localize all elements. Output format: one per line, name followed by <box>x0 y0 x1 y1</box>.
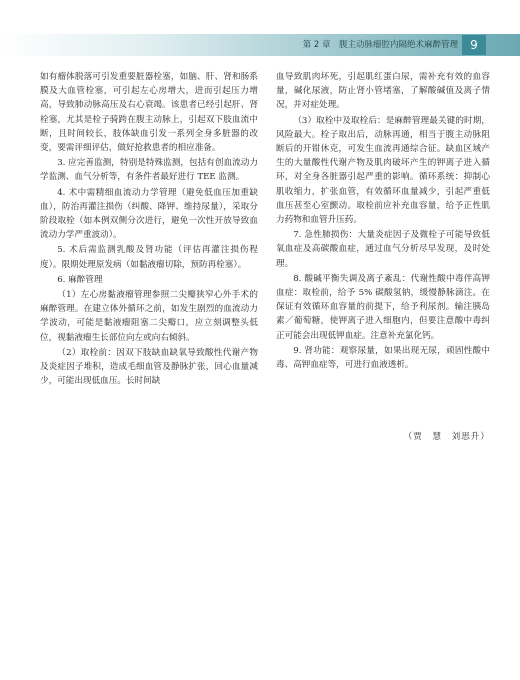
left-text-column <box>40 70 258 389</box>
paragraph: 8. 酸碱平衡失调及离子紊乱：代谢性酸中毒伴高钾血症：取栓前，给予 5% 碳酸氢钠，缓慢静脉滴注。在保证有效循环血容量的前提下，给予利尿剂。输注胰岛素／葡萄糖，使钾离子进入细胞内，但要注意酸中毒纠正可能会出现低钾血症。注意补充氯化钙。 <box>276 273 490 341</box>
paragraph: 9. 肾功能：观察尿量，如果出现无尿，顽固性酸中毒、高钾血症等，可进行血液透析。 <box>276 345 490 371</box>
paragraph: 3. 应完善监测，特别是特殊监测，包括有创血流动力学监测、血气分析等，有条件者最好进行 TEE 监测。 <box>40 158 258 183</box>
author-credit: （贾 慧 刘思升） <box>403 432 490 442</box>
paragraph: 血导致肌肉坏死，引起肌红蛋白尿，需补充有效的血容量，碱化尿液，防止肾小管堵塞，了解酸碱值及离子情况，并对症处理。 <box>276 72 490 111</box>
paragraph: 4. 术中需精细血流动力学管理（避免低血压加重缺血），防治再灌注损伤（纠酸、降钾、维持尿量），采取分阶段取栓（如本例双侧分次进行，避免一次性开放导致血流动力学严重波动）。 <box>40 187 258 241</box>
paragraph: （1）左心房黏液瘤管理参照二尖瓣狭窄心外手术的麻醉管理。在建立体外循环之前，如发生剧烈的血流动力学波动，可能是黏液瘤阻塞二尖瓣口，应立刻调整头低位，视黏液瘤生长部位向左或向右倾斜。 <box>40 290 258 343</box>
paragraph: 5. 术后需监测乳酸及肾功能（评估再灌注损伤程度）。限期处理原发病（如黏液瘤切除，预防再栓塞）。 <box>40 245 258 270</box>
paragraph: （3）取栓中及取栓后：是麻醉管理最关键的时期，风险最大。栓子取出后，动脉再通，相当于腹主动脉阻断后的开钳休克，可发生血流再通综合征。缺血区域产生的大量酸性代谢产物及肌肉破坏产生的钾离子进入循环，对全身各脏器引起严重的影响。循环系统：抑制心肌收缩力，扩张血管，有效循环血量减少，引起严重低血压甚至心室颤动。取栓前应补充血容量，给予正性肌力药物和血管升压药。 <box>276 115 490 226</box>
paragraph: 6. 麻醉管理 <box>57 274 103 285</box>
paragraph: 如有瘤体脱落可引发重要脏器栓塞，如脑、肝、肾和肠系膜及大血管栓塞，可引起左心房增大，进而引起压力增高，导致肺动脉高压及右心衰竭。该患者已经引起肝、肾栓塞，尤其是栓子骑跨在腹主动脉上，引起双下肢血流中断，且时间较长，肢体缺血引发一系列全身多脏器的改变，要需评细评估，做好抢救患者的相应准备。 <box>40 72 258 154</box>
chapter-title: 第 2 章 腹主动脉瘤腔内隔绝术麻醉管理 <box>302 40 458 50</box>
right-text-column <box>276 70 490 373</box>
paragraph: （2）取栓前：因双下肢缺血缺氧导致酸性代谢产物及炎症因子堆积，造成毛细血管及静脉扩张，回心血量减少，可能出现低血压。长时间缺 <box>40 347 258 387</box>
paragraph: 7. 急性肺损伤：大量炎症因子及微栓子可能导致低氧血症及高碳酸血症，通过血气分析尽早发现，及时处理。 <box>276 230 490 269</box>
page-number: 9 <box>462 35 486 55</box>
